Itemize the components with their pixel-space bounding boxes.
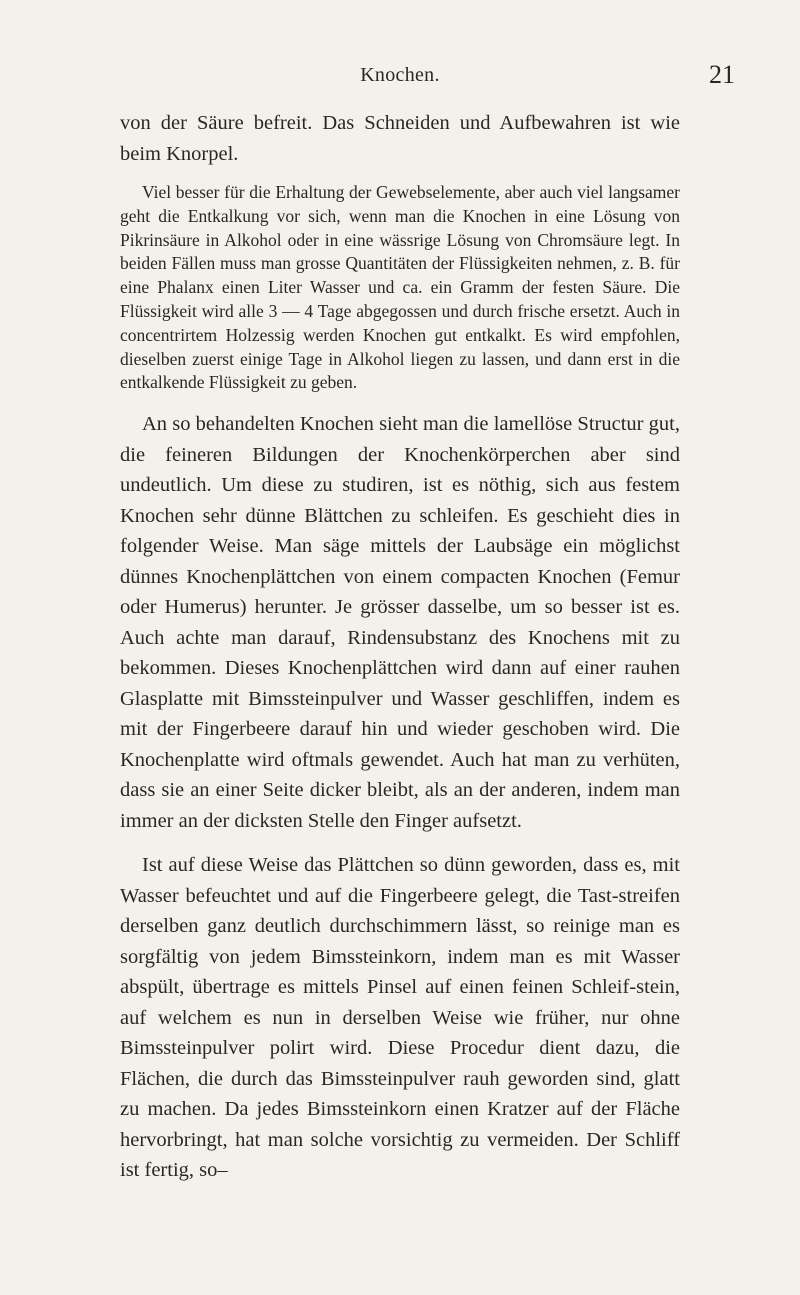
paragraph-2: Viel besser für die Erhaltung der Gewebselemente, aber auch viel langsamer geht die Entkalkung vor sich, wenn man die Knochen in eine Lösung von Pikrinsäure in Alkohol oder in eine wässrige Lösung von Chromsäure legt. In beiden Fällen muss man grosse Quantitäten der Flüssigkeiten nehmen, z. B. für eine Phalanx einen Liter Wasser und ca. ein Gramm der festen Säure. Die Flüssigkeit wird alle 3 — 4 Tage abgegossen und durch frische ersetzt. Auch in concentrirtem Holzessig werden Knochen gut entkalkt. Es wird empfohlen, dieselben zuerst einige Tage in Alkohol liegen zu lassen, und dann erst in die entkalkende Flüssigkeit zu geben. <box>120 182 680 393</box>
page-number: 21 <box>709 60 735 89</box>
paragraph-3: An so behandelten Knochen sieht man die lamellöse Structur gut, die feineren Bildungen der Knochenkörperchen aber sind undeutlich. Um diese zu studiren, ist es nöthig, sich aus festem Knochen sehr dünne Blättchen zu schleifen. Es geschieht dies in folgender Weise. Man säge mittels der Laubsäge ein möglichst dünnes Knochenplättchen von einem compacten Knochen (Femur oder Humerus) herunter. Je grösser dasselbe, um so besser ist es. Auch achte man darauf, Rindensubstanz des Knochens mit zu bekommen. Dieses Knochenplättchen wird dann auf einer rauhen Glasplatte mit Bimssteinpulver und Wasser geschliffen, indem es mit der Fingerbeere darauf hin und wieder geschoben wird. Die Knochenplatte wird oftmals gewendet. Auch hat man zu verhüten, dass sie an einer Seite dicker bleibt, als an der anderen, indem man immer an der dicksten Stelle den Finger aufsetzt. <box>120 413 680 832</box>
paragraph-1: von der Säure befreit. Das Schneiden und Aufbewahren ist wie beim Knorpel. <box>120 112 680 165</box>
body-text <box>120 108 680 1186</box>
running-head: Knochen. <box>360 64 440 86</box>
paragraph-4: Ist auf diese Weise das Plättchen so dünn geworden, dass es, mit Wasser befeuchtet und auf die Fingerbeere gelegt, die Tast-streifen derselben ganz deutlich durchschimmern lässt, so reinige man es sorgfältig von jedem Bimssteinkorn, indem man es mit Wasser abspült, übertrage es mittels Pinsel auf einen feinen Schleif-stein, auf welchem es nun in derselben Weise wie früher, nur ohne Bimssteinpulver polirt wird. Diese Procedur dient dazu, die Flächen, die durch das Bimssteinpulver rauh geworden sind, glatt zu machen. Da jedes Bimssteinkorn einen Kratzer auf der Fläche hervorbringt, hat man solche vorsichtig zu vermeiden. Der Schliff ist fertig, so– <box>120 854 680 1182</box>
page-header <box>0 60 800 100</box>
